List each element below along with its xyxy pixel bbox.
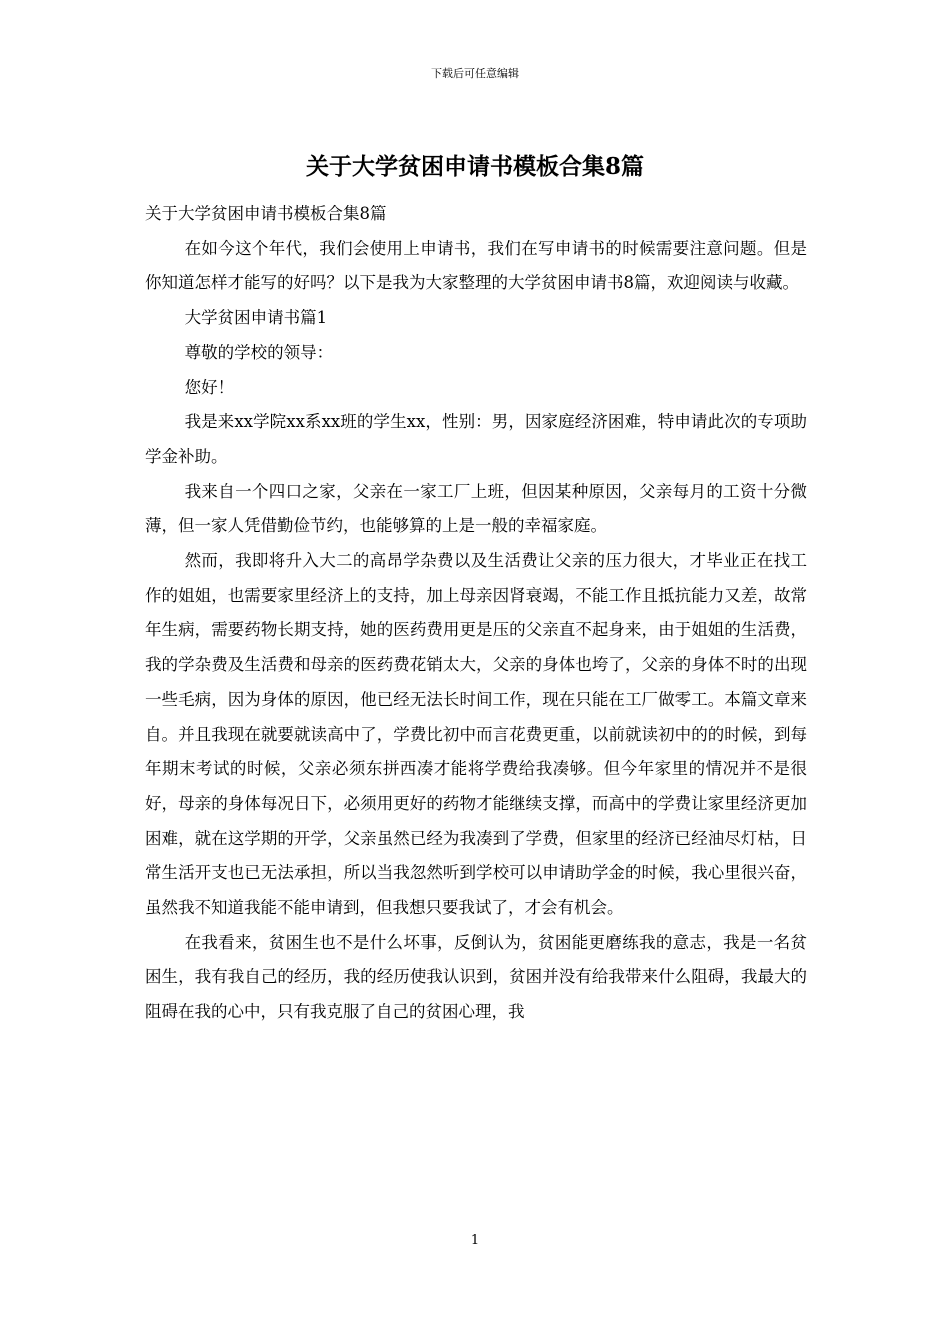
body-paragraph: 我来自一个四口之家，父亲在一家工厂上班，但因某种原因，父亲每月的工资十分微薄，但一家人凭借勤俭节约，也能够算的上是一般的幸福家庭。 bbox=[145, 481, 807, 536]
salutation: 尊敬的学校的领导： bbox=[184, 342, 334, 362]
body-paragraph: 在我看来，贫困生也不是什么坏事，反倒认为，贫困能更磨练我的意志，我是一名贫困生，我有我自己的经历，我的经历使我认识到，贫困并没有给我带来什么阻碍，我最大的阻碍在我的心中，只有我克服了自己的贫困心理，我 bbox=[145, 932, 807, 1022]
body-paragraph: 我是来xx学院xx系xx班的学生xx，性别：男，因家庭经济困难，特申请此次的专项助学金补助。 bbox=[145, 412, 807, 466]
header-note: 下载后可任意编辑 bbox=[431, 67, 519, 80]
subtitle-paragraph: 关于大学贫困申请书模板合集8篇 bbox=[145, 204, 387, 223]
body-paragraph: 然而，我即将升入大二的高昂学杂费以及生活费让父亲的压力很大，才毕业正在找工作的姐姐，也需要家里经济上的支持，加上母亲因肾衰竭，不能工作且抵抗能力又差，故常年生病，需要药物长期支持，她的医药费用更是压的父亲直不起身来，由于姐姐的生活费，我的学杂费及生活费和母亲的医药费花销太大，父亲的身体也垮了，父亲的身体不时的出现一些毛病，因为身体的原因，他已经无法长时间工作，现在只能在工厂做零工。本篇文章来自。并且我现在就要就读高中了，学费比初中而言花费更重，以前就读初中的的时候，到每年期末考试的时候，父亲必须东拼西凑才能将学费给我凑够。但今年家里的情况并不是很好，母亲的身体每况日下，必须用更好的药物才能继续支撑，而高中的学费让家里经济更加困难，就在这学期的开学，父亲虽然已经为我凑到了学费，但家里的经济已经油尽灯枯，日常生活开支也已无法承担，所以当我忽然听到学校可以申请助学金的时候，我心里很兴奋，虽然我不知道我能不能申请到，但我想只要我试了，才会有机会。 bbox=[145, 551, 807, 918]
document-title: 关于大学贫困申请书模板合集8篇 bbox=[305, 153, 644, 180]
intro-paragraph: 在如今这个年代，我们会使用上申请书，我们在写申请书的时候需要注意问题。但是你知道怎样才能写的好吗？以下是我为大家整理的大学贫困申请书8篇，欢迎阅读与收藏。 bbox=[145, 238, 807, 293]
section-heading: 大学贫困申请书篇1 bbox=[184, 308, 328, 328]
greeting: 您好！ bbox=[184, 377, 235, 397]
document-body bbox=[145, 197, 807, 1030]
page-number: 1 bbox=[470, 1233, 480, 1248]
